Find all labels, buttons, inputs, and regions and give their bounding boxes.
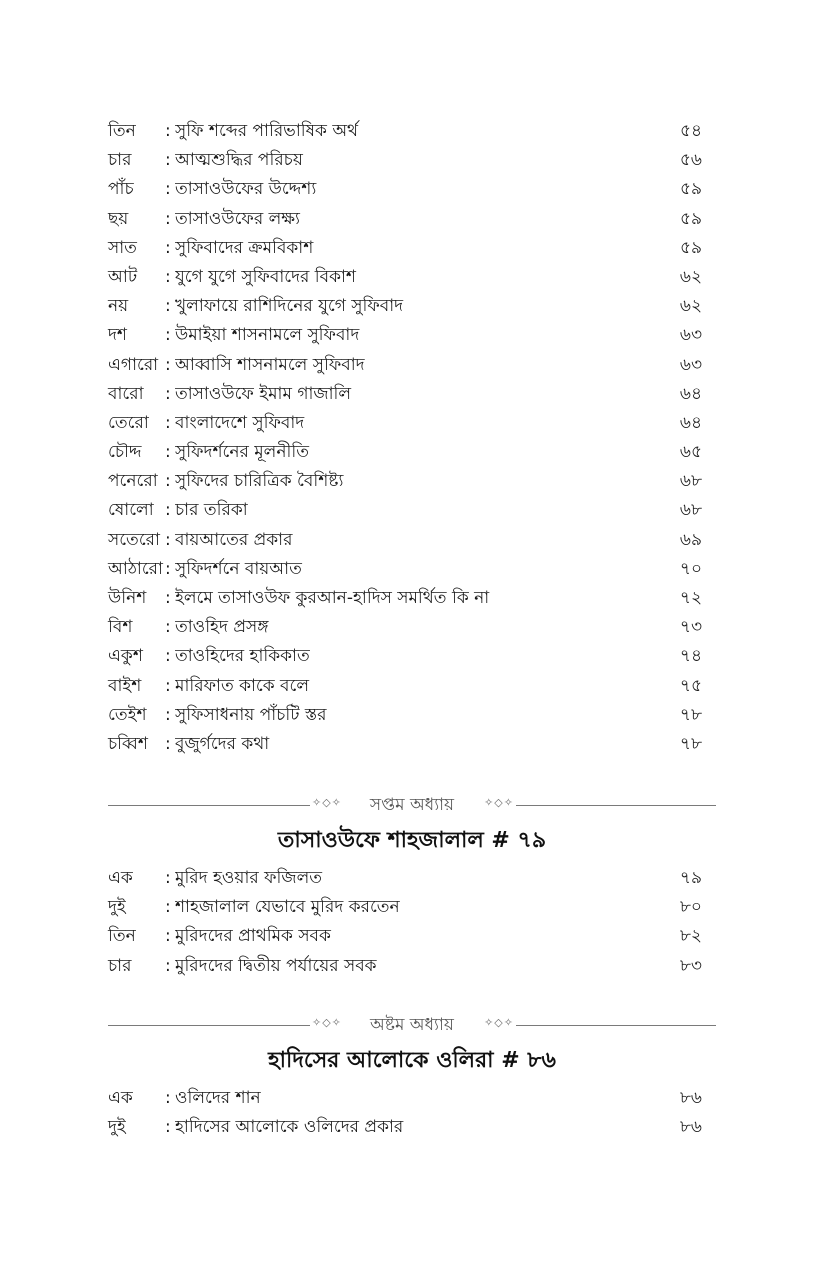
toc-entry-number: বাইশ: [108, 675, 142, 696]
toc-entry-colon: :: [165, 646, 171, 667]
toc-entry-colon: :: [165, 237, 171, 258]
toc-entry-page-number: ৬৩: [679, 325, 702, 346]
toc-entry-title: বুজুর্গদের কথা: [175, 733, 270, 754]
toc-entry: [108, 496, 706, 525]
divider-line-right: [516, 1025, 716, 1026]
toc-entry-colon: :: [165, 412, 171, 433]
toc-entry-number: দুই: [108, 897, 126, 918]
toc-entry: [108, 893, 706, 922]
toc-entry-colon: :: [165, 471, 171, 492]
toc-entry: [108, 234, 706, 263]
toc-entry: [108, 701, 706, 730]
toc-entry-number: বিশ: [108, 617, 133, 638]
toc-entry: [108, 263, 706, 292]
toc-entry-colon: :: [165, 675, 171, 696]
toc-entry-number: চার: [108, 150, 132, 171]
ornament-left-icon: ✧◇✧: [312, 1016, 342, 1029]
toc-entry: [108, 146, 706, 175]
toc-entry-page-number: ৭২: [679, 588, 702, 608]
toc-entry-colon: :: [165, 1117, 171, 1138]
toc-entry: [108, 613, 706, 642]
toc-entry-colon: :: [165, 588, 171, 608]
toc-entry-title: সুফিসাধনায় পাঁচটি স্তর: [175, 704, 327, 725]
toc-entry-colon: :: [165, 733, 171, 754]
toc-entry-page-number: ৭৮: [679, 704, 702, 725]
toc-entry: [108, 672, 706, 701]
toc-entry: [108, 555, 706, 584]
toc-entry: [108, 1084, 706, 1113]
toc-entry-number: দশ: [108, 325, 127, 346]
toc-entry-colon: :: [165, 868, 171, 888]
toc-entry-title: আব্বাসি শাসনামলে সুফিবাদ: [175, 354, 365, 375]
toc-entry-colon: :: [165, 383, 171, 404]
toc-entry: [108, 642, 706, 671]
toc-list-chapter-8: [108, 1084, 706, 1142]
toc-entry-title: খুলাফায়ে রাশিদিনের যুগে সুফিবাদ: [175, 296, 404, 317]
toc-entry-title: সুফিদর্শনে বায়আত: [175, 558, 302, 579]
toc-entry-number: সতেরো: [108, 529, 160, 550]
toc-entry-number: তিন: [108, 926, 136, 947]
toc-entry-number: উনিশ: [108, 588, 147, 608]
toc-entry-colon: :: [165, 325, 171, 346]
toc-entry-number: নয়: [108, 296, 129, 317]
toc-entry-colon: :: [165, 500, 171, 521]
toc-entry-colon: :: [165, 266, 171, 287]
toc-entry-colon: :: [165, 1088, 171, 1108]
toc-entry-colon: :: [165, 179, 171, 200]
toc-entry-number: ষোলো: [108, 500, 154, 521]
toc-entry-number: চব্বিশ: [108, 733, 148, 754]
toc-entry-title: মারিফাত কাকে বলে: [175, 675, 310, 696]
chapter-7-title: তাসাওউফে শাহজালাল # ৭৯: [277, 828, 547, 853]
toc-list-section-1: [108, 117, 706, 759]
toc-entry-title: সুফিদর্শনের মূলনীতি: [175, 442, 309, 463]
toc-entry-title: তাওহিদ প্রসঙ্গ: [175, 617, 269, 638]
toc-entry-number: চার: [108, 955, 132, 976]
toc-entry-page-number: ৫৯: [679, 208, 702, 229]
toc-entry-title: সুফিবাদের ক্রমবিকাশ: [175, 237, 314, 258]
toc-entry-page-number: ৭৯: [679, 868, 702, 888]
toc-entry: [108, 292, 706, 321]
toc-entry-page-number: ৬৩: [679, 354, 702, 375]
chapter-8-divider: [108, 1014, 716, 1038]
toc-entry: [108, 351, 706, 380]
toc-entry: [108, 467, 706, 496]
toc-entry-title: তাসাওউফে ইমাম গাজালি: [175, 383, 352, 404]
toc-entry-colon: :: [165, 704, 171, 725]
toc-entry-page-number: ৮৩: [679, 955, 702, 976]
toc-entry-colon: :: [165, 296, 171, 317]
toc-entry-title: বাংলাদেশে সুফিবাদ: [175, 412, 305, 433]
toc-entry-colon: :: [165, 558, 171, 579]
toc-entry-title: আত্মশুদ্ধির পরিচয়: [175, 150, 303, 171]
divider-line-right: [516, 805, 716, 806]
toc-entry: [108, 409, 706, 438]
toc-entry-number: চৌদ্দ: [108, 442, 142, 463]
toc-entry-title: হাদিসের আলোকে ওলিদের প্রকার: [175, 1117, 404, 1138]
toc-entry-page-number: ৮২: [679, 926, 702, 947]
toc-entry-colon: :: [165, 442, 171, 463]
toc-entry-page-number: ৫৬: [679, 150, 702, 171]
toc-entry-page-number: ৬৪: [679, 383, 702, 404]
toc-entry-page-number: ৭৩: [679, 617, 702, 638]
toc-entry-colon: :: [165, 926, 171, 947]
toc-entry-page-number: ৮০: [679, 897, 702, 918]
chapter-8-label: অষ্টম অধ্যায়: [370, 1015, 454, 1035]
toc-entry-colon: :: [165, 354, 171, 375]
toc-entry-number: পনেরো: [108, 471, 158, 492]
toc-entry-colon: :: [165, 208, 171, 229]
toc-entry-page-number: ৬৮: [679, 471, 702, 492]
toc-entry-page-number: ৬৮: [679, 500, 702, 521]
toc-entry-page-number: ৫৪: [679, 121, 702, 141]
chapter-8-title: হাদিসের আলোকে ওলিরা # ৮৬: [268, 1048, 556, 1073]
ornament-left-icon: ✧◇✧: [312, 796, 342, 809]
toc-entry-page-number: ৬২: [679, 296, 702, 317]
toc-entry-page-number: ৭৫: [679, 675, 702, 696]
toc-entry-title: মুরিদদের প্রাথমিক সবক: [175, 926, 331, 947]
toc-entry-number: এগারো: [108, 354, 159, 375]
toc-entry: [108, 864, 706, 893]
toc-entry-colon: :: [165, 121, 171, 141]
toc-entry-colon: :: [165, 529, 171, 550]
toc-entry-page-number: ৭৮: [679, 733, 702, 754]
toc-entry-colon: :: [165, 897, 171, 918]
toc-entry: [108, 922, 706, 951]
ornament-right-icon: ✧◇✧: [484, 796, 514, 809]
toc-entry: [108, 1113, 706, 1142]
toc-entry: [108, 584, 706, 613]
toc-entry-number: এক: [108, 1088, 133, 1108]
toc-entry: [108, 205, 706, 234]
toc-entry-number: আঠারো: [108, 558, 163, 579]
ornament-right-icon: ✧◇✧: [484, 1016, 514, 1029]
toc-entry-number: আট: [108, 266, 138, 287]
toc-entry-page-number: ৫৯: [679, 179, 702, 200]
toc-entry-title: সুফি শব্দের পারিভাষিক অর্থ: [175, 121, 359, 141]
toc-entry-title: তাসাওউফের উদ্দেশ্য: [175, 179, 317, 200]
toc-entry-title: মুরিদ হওয়ার ফজিলত: [175, 868, 323, 888]
toc-entry-page-number: ৬৪: [679, 412, 702, 433]
toc-entry: [108, 321, 706, 350]
toc-entry: [108, 117, 706, 146]
toc-entry-page-number: ৭৪: [679, 646, 702, 667]
toc-entry-number: সাত: [108, 237, 137, 258]
toc-entry-title: বায়আতের প্রকার: [175, 529, 293, 550]
toc-entry-page-number: ৭০: [679, 558, 702, 579]
toc-entry-number: তেইশ: [108, 704, 147, 725]
toc-entry: [108, 730, 706, 759]
toc-entry-number: একুশ: [108, 646, 143, 667]
toc-list-chapter-7: [108, 864, 706, 981]
toc-entry-title: তাসাওউফের লক্ষ্য: [175, 208, 300, 229]
toc-entry-page-number: ৬৯: [679, 529, 702, 550]
toc-entry-colon: :: [165, 150, 171, 171]
toc-entry-title: তাওহিদের হাকিকাত: [175, 646, 310, 667]
toc-entry-title: উমাইয়া শাসনামলে সুফিবাদ: [175, 325, 360, 346]
toc-entry-page-number: ৬৫: [679, 442, 702, 463]
toc-entry-number: তিন: [108, 121, 136, 141]
toc-entry-number: তেরো: [108, 412, 149, 433]
toc-entry-colon: :: [165, 617, 171, 638]
toc-entry-page-number: ৫৯: [679, 237, 702, 258]
toc-entry-title: ওলিদের শান: [175, 1088, 261, 1108]
toc-entry-title: মুরিদদের দ্বিতীয় পর্যায়ের সবক: [175, 955, 377, 976]
toc-entry-title: চার তরিকা: [175, 500, 248, 521]
toc-entry-number: দুই: [108, 1117, 126, 1138]
toc-entry-page-number: ৮৬: [679, 1117, 702, 1138]
chapter-7-label: সপ্তম অধ্যায়: [369, 795, 455, 815]
toc-entry-number: বারো: [108, 383, 144, 404]
toc-entry-colon: :: [165, 955, 171, 976]
toc-entry-page-number: ৮৬: [679, 1088, 702, 1108]
toc-entry: [108, 952, 706, 981]
chapter-7-divider: [108, 794, 716, 818]
toc-entry: [108, 175, 706, 204]
toc-entry-number: এক: [108, 868, 133, 888]
toc-entry-number: পাঁচ: [108, 179, 134, 200]
toc-entry-number: ছয়: [108, 208, 129, 229]
toc-entry-page-number: ৬২: [679, 266, 702, 287]
toc-entry-title: যুগে যুগে সুফিবাদের বিকাশ: [175, 266, 356, 287]
toc-entry-title: শাহজালাল যেভাবে মুরিদ করতেন: [175, 897, 400, 918]
toc-entry: [108, 438, 706, 467]
toc-entry: [108, 380, 706, 409]
toc-entry: [108, 526, 706, 555]
toc-entry-title: সুফিদের চারিত্রিক বৈশিষ্ট্য: [175, 471, 344, 492]
toc-entry-title: ইলমে তাসাওউফ কুরআন-হাদিস সমর্থিত কি না: [175, 588, 490, 608]
